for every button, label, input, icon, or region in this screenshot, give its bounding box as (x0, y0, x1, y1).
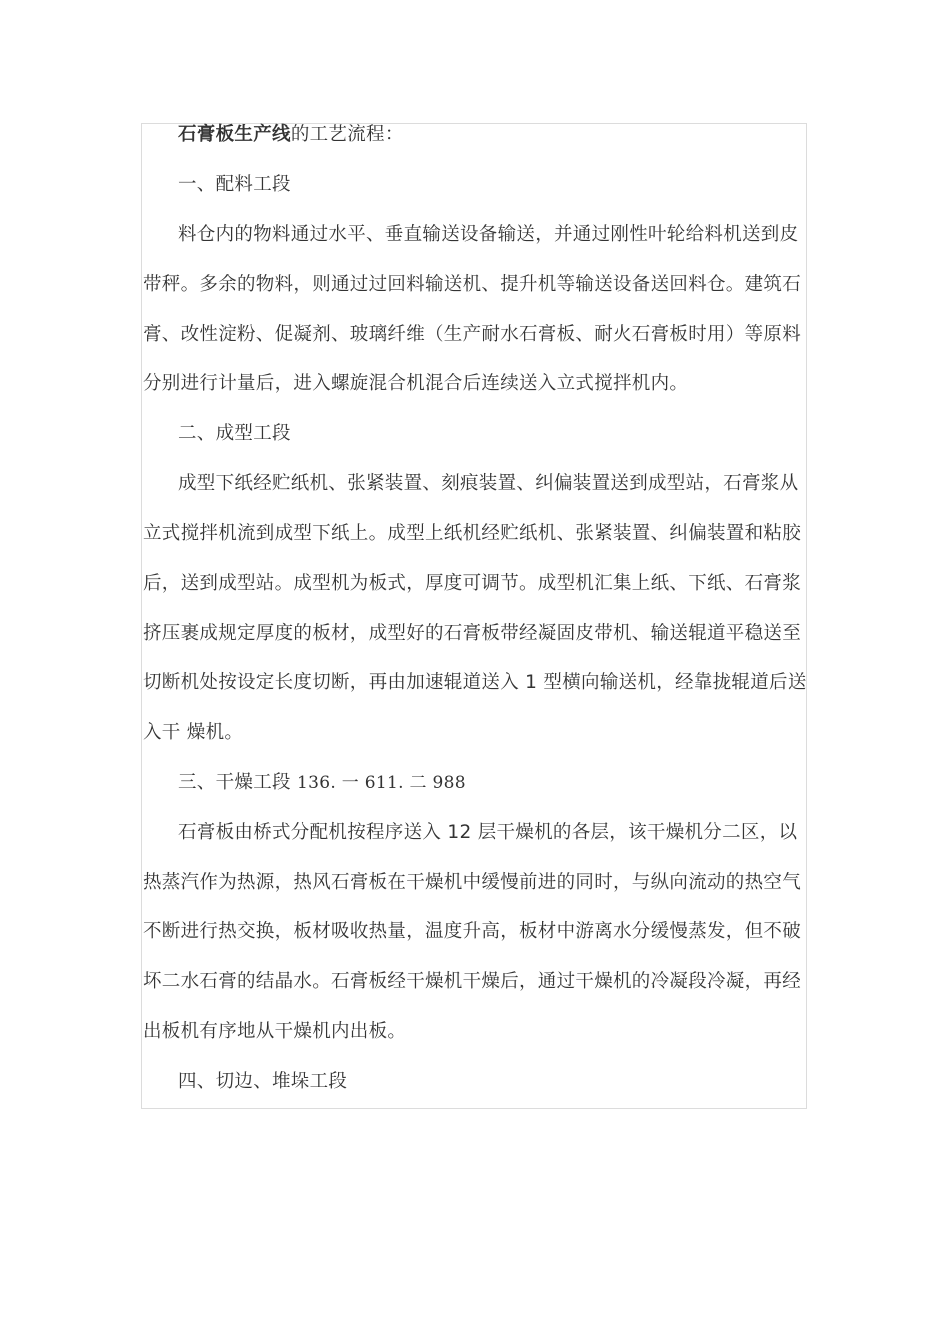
paragraph-line: 入干 燥机。 (143, 722, 244, 743)
paragraph-line: 坏二水石膏的结晶水。石膏板经干燥机干燥后，通过干燥机的冷凝段冷凝，再经 (143, 971, 802, 992)
section-heading-3-number: 136. 一 611. 二 988 (296, 773, 466, 793)
title-keyword: 石膏板生产线 (178, 124, 291, 145)
section-heading-1: 一、配料工段 (178, 174, 291, 195)
paragraph-line: 切断机处按设定长度切断，再由加速辊道送入 1 型横向输送机，经靠拢辊道后送 (143, 672, 807, 693)
title-rest: 的工艺流程： (290, 124, 404, 145)
paragraph-line: 立式搅拌机流到成型下纸上。成型上纸机经贮纸机、张紧装置、纠偏装置和粘胶 (143, 523, 802, 544)
paragraph-line: 热蒸汽作为热源，热风石膏板在干燥机中缓慢前进的同时，与纵向流动的热空气 (143, 872, 802, 893)
paragraph-line: 膏、改性淀粉、促凝剂、玻璃纤维（生产耐水石膏板、耐火石膏板时用）等原料 (143, 324, 802, 345)
paragraph-line: 不断进行热交换，板材吸收热量，温度升高，板材中游离水分缓慢蒸发，但不破 (143, 921, 802, 942)
paragraph-line: 料仓内的物料通过水平、垂直输送设备输送，并通过刚性叶轮给料机送到皮 (178, 224, 799, 245)
paragraph-line: 成型下纸经贮纸机、张紧装置、刻痕装置、纠偏装置送到成型站，石膏浆从 (178, 473, 799, 494)
document-title (178, 120, 808, 150)
section-heading-3 (178, 768, 808, 798)
section-heading-2: 二、成型工段 (178, 423, 291, 444)
section-heading-3-text: 三、干燥工段 (178, 772, 297, 793)
paragraph-line: 挤压裹成规定厚度的板材，成型好的石膏板带经凝固皮带机、输送辊道平稳送至 (143, 623, 802, 644)
paragraph-line: 后，送到成型站。成型机为板式，厚度可调节。成型机汇集上纸、下纸、石膏浆 (143, 573, 802, 594)
paragraph-line: 石膏板由桥式分配机按程序送入 12 层干燥机的各层，该干燥机分二区，以 (178, 822, 798, 843)
paragraph-line: 带秤。多余的物料，则通过过回料输送机、提升机等输送设备送回料仓。建筑石 (143, 274, 802, 295)
section-heading-4: 四、切边、堆垛工段 (178, 1071, 348, 1092)
paragraph-line: 分别进行计量后，进入螺旋混合机混合后连续送入立式搅拌机内。 (143, 373, 689, 394)
paragraph-line: 出板机有序地从干燥机内出板。 (143, 1021, 407, 1042)
